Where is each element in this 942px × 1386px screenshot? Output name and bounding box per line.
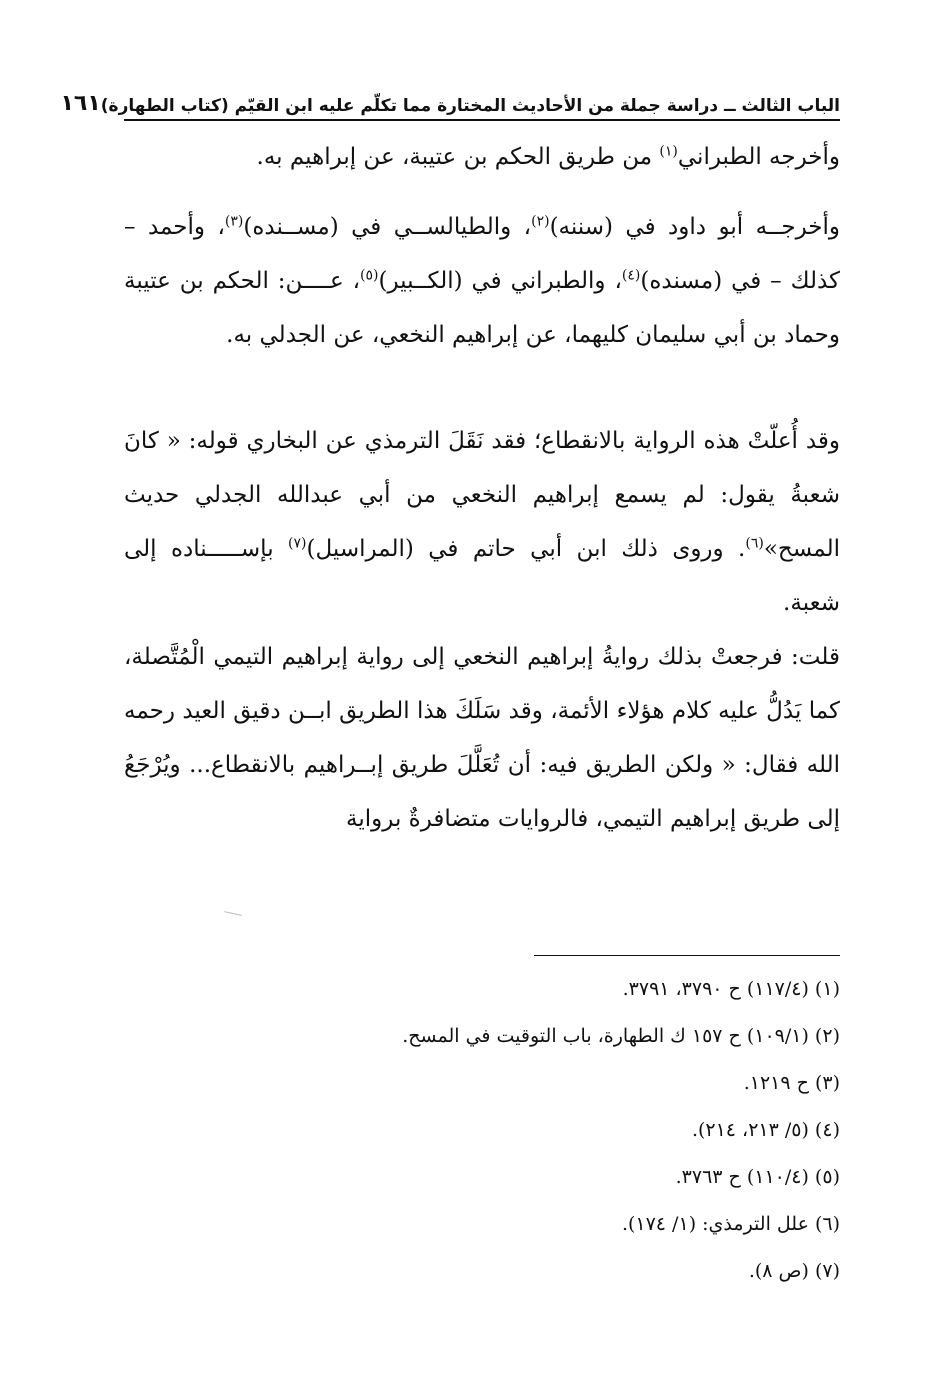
paragraph-text: ، وأحمد – كذلك – في (مسنده) — [124, 214, 840, 294]
footnote-item: (٤) (٥/ ٢١٣، ٢١٤). — [691, 1119, 840, 1141]
body-paragraph — [124, 130, 840, 184]
paragraph-text: بإســـــناده إلى شعبة. — [124, 536, 840, 616]
page-number: ١٦١ — [60, 91, 101, 116]
paragraph-text: ، والطيالســي في (مســنده) — [243, 214, 532, 240]
footnote-item: (٦) علل الترمذي: (١/ ١٧٤). — [621, 1213, 840, 1235]
header-title: الباب الثالث ــ دراسة جملة من الأحاديث المختارة مما تكلّم عليه ابن القيّم (كتاب الطهارة) — [100, 96, 840, 116]
footnote-reference[interactable]: (٢) — [531, 213, 550, 230]
paragraph-text: من طريق الحكم بن عتيبة، عن إبراهيم به. — [256, 144, 660, 170]
paragraph-text: وقد أُعلّتْ هذه الرواية بالانقطاع؛ فقد نَقَلَ الترمذي عن البخاري قوله: « كانَ شعبةُ يقول: لم يسمع إبراهيم النخعي من أبي عبدالله الجدلي حديث المسح» — [124, 428, 840, 562]
running-header — [60, 82, 840, 116]
paragraph-text: . وروى ذلك ابن أبي حاتم في (المراسيل) — [306, 536, 746, 562]
body-paragraph — [124, 200, 840, 362]
body-paragraph — [124, 630, 840, 846]
header-rule — [124, 119, 840, 121]
footnote-reference[interactable]: (٥) — [360, 267, 379, 284]
footnote-reference[interactable]: (١) — [659, 143, 678, 160]
body-paragraph — [124, 414, 840, 630]
footnote-item: (١) (١١٧/٤) ح ٣٧٩٠، ٣٧٩١. — [622, 978, 840, 1000]
paragraph-text: وأخرجه الطبراني — [677, 144, 840, 170]
paragraph-text: ، والطبراني في (الكــبير) — [378, 268, 622, 294]
footnote-item: (٢) (١٠٩/١) ح ١٥٧ ك الطهارة، باب التوقيت في المسح. — [402, 1025, 840, 1047]
paragraph-text: وأخرجــه أبو داود في (سننه) — [549, 214, 840, 240]
scan-mark — [224, 911, 242, 916]
footnote-item: (٥) (١١٠/٤) ح ٣٧٦٣. — [675, 1166, 840, 1188]
footnote-item: (٣) ح ١٢١٩. — [743, 1072, 840, 1094]
paragraph-text: قلت: فرجعتْ بذلك روايةُ إبراهيم النخعي إلى رواية إبراهيم التيمي الْمُتَّصلة، كما يَدُلُّ عليه كلام هؤلاء الأئمة، وقد سَلَكَ هذا الطريق ابــن دقيق العيد رحمه الله فقال: « ولكن الطريق فيه: أن تُعَلَّلَ طريق إبــراهيم بالانقطاع... ويُرْجَعُ إلى طريق إبراهيم التيمي، فالروايات متضافرةٌ برواية — [124, 644, 840, 832]
footnote-reference[interactable]: (٤) — [621, 267, 641, 284]
footnote-separator — [534, 955, 840, 956]
footnotes — [124, 966, 840, 1295]
paragraph-text: ، عــــن: الحكم بن عتيبة وحماد بن أبي سليمان كليهما، عن إبراهيم النخعي، عن الجدلي به. — [124, 268, 840, 348]
footnote-reference[interactable]: (٧) — [288, 535, 307, 552]
footnote-reference[interactable]: (٣) — [224, 213, 244, 230]
footnote-item: (٧) (ص ٨). — [748, 1260, 840, 1282]
footnote-reference[interactable]: (٦) — [745, 535, 764, 552]
